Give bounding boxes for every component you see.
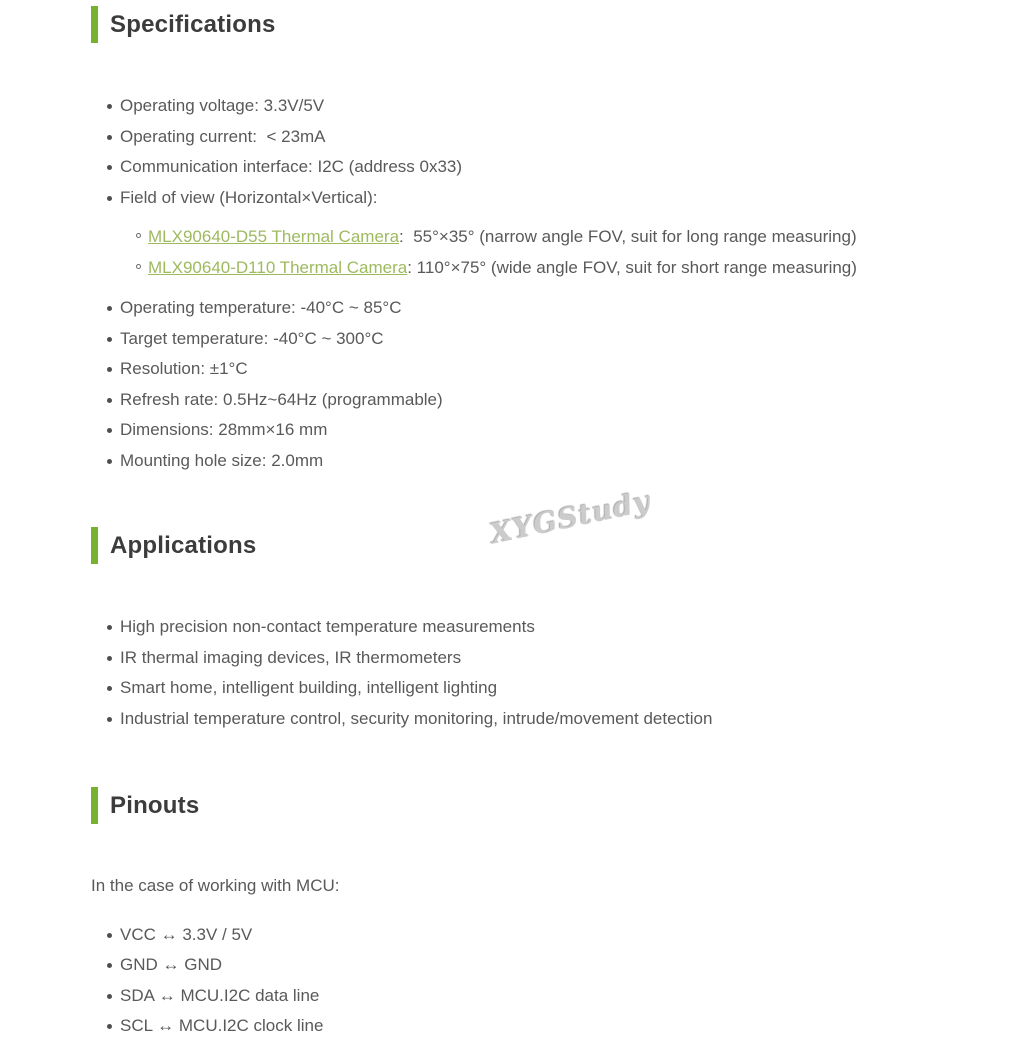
spec-item-label: Refresh rate: 0.5Hz~64Hz (programmable) bbox=[120, 389, 443, 409]
mlx90640-d110-link[interactable]: MLX90640-D110 Thermal Camera bbox=[148, 258, 408, 277]
pinouts-list bbox=[91, 920, 971, 1042]
spec-item-refresh-rate bbox=[91, 385, 971, 416]
application-item bbox=[91, 612, 971, 643]
specifications-title: Specifications bbox=[110, 11, 276, 38]
spec-item-resolution bbox=[91, 354, 971, 385]
spec-item-field-of-view bbox=[91, 183, 971, 214]
bullet-icon bbox=[107, 337, 112, 342]
spec-item-target-temperature bbox=[91, 324, 971, 355]
pinouts-title: Pinouts bbox=[110, 792, 200, 819]
bullet-icon bbox=[107, 196, 112, 201]
fov-option-d55 bbox=[91, 221, 971, 252]
bullet-icon bbox=[107, 459, 112, 464]
applications-list bbox=[91, 612, 971, 734]
pinout-item-label: SCL ↔ MCU.I2C clock line bbox=[120, 1016, 324, 1035]
bullet-icon bbox=[107, 398, 112, 403]
circle-bullet-icon bbox=[136, 233, 141, 238]
fov-options-list bbox=[91, 221, 971, 283]
bullet-icon bbox=[107, 625, 112, 630]
specifications-heading bbox=[91, 6, 971, 43]
bullet-icon bbox=[107, 367, 112, 372]
spec-item-label: Field of view (Horizontal×Vertical): bbox=[120, 187, 378, 207]
bullet-icon bbox=[107, 963, 112, 968]
pinouts-heading bbox=[91, 787, 971, 824]
application-item-label: Industrial temperature control, security monitoring, intrude/movement detection bbox=[120, 708, 713, 728]
pinout-item-label: GND ↔ GND bbox=[120, 955, 222, 974]
pinout-item-vcc bbox=[91, 920, 971, 951]
pinout-item-label: VCC ↔ 3.3V / 5V bbox=[120, 924, 253, 944]
spec-item-label: Communication interface: I2C (address 0x33) bbox=[120, 157, 463, 176]
spec-item-label: Mounting hole size: 2.0mm bbox=[120, 450, 324, 470]
application-item bbox=[91, 673, 971, 704]
fov-option-text: : 110°×75° (wide angle FOV, suit for short range measuring) bbox=[407, 258, 857, 277]
spec-item-mounting-hole bbox=[91, 446, 971, 477]
spec-item-label: Dimensions: 28mm×16 mm bbox=[120, 420, 328, 439]
spec-item-label: Operating temperature: -40°C ~ 85°C bbox=[120, 298, 402, 317]
spec-item-dimensions bbox=[91, 415, 971, 446]
applications-title: Applications bbox=[110, 532, 257, 559]
pinout-item-label: SDA ↔ MCU.I2C data line bbox=[120, 985, 320, 1005]
pinout-item-scl bbox=[91, 1011, 971, 1042]
bullet-icon bbox=[107, 717, 112, 722]
mlx90640-d55-link[interactable]: MLX90640-D55 Thermal Camera bbox=[148, 227, 400, 246]
circle-bullet-icon bbox=[136, 264, 141, 269]
spec-item-communication-interface bbox=[91, 152, 971, 183]
bullet-icon bbox=[107, 933, 112, 938]
bullet-icon bbox=[107, 656, 112, 661]
bullet-icon bbox=[107, 135, 112, 140]
application-item-label: IR thermal imaging devices, IR thermometers bbox=[120, 647, 462, 667]
specifications-list bbox=[91, 91, 971, 213]
xygstudy-watermark: XYGStudy bbox=[487, 484, 654, 551]
spec-item-label: Operating current: < 23mA bbox=[120, 126, 326, 146]
bullet-icon bbox=[107, 428, 112, 433]
applications-heading bbox=[91, 527, 971, 564]
application-item-label: High precision non-contact temperature measurements bbox=[120, 617, 535, 636]
spec-item-label: Operating voltage: 3.3V/5V bbox=[120, 96, 325, 115]
pinout-item-sda bbox=[91, 981, 971, 1012]
spec-item-operating-temperature bbox=[91, 293, 971, 324]
spec-item-operating-voltage bbox=[91, 91, 971, 122]
fov-option-d110 bbox=[91, 252, 971, 283]
spec-item-operating-current bbox=[91, 122, 971, 153]
bullet-icon bbox=[107, 165, 112, 170]
application-item bbox=[91, 643, 971, 674]
application-item bbox=[91, 704, 971, 735]
pinout-item-gnd bbox=[91, 950, 971, 981]
bullet-icon bbox=[107, 104, 112, 109]
fov-option-text: : 55°×35° (narrow angle FOV, suit for long range measuring) bbox=[399, 227, 857, 246]
spec-item-label: Target temperature: -40°C ~ 300°C bbox=[120, 328, 384, 348]
bullet-icon bbox=[107, 306, 112, 311]
spec-item-label: Resolution: ±1°C bbox=[120, 359, 248, 378]
pinouts-intro: In the case of working with MCU: bbox=[91, 876, 340, 895]
application-item-label: Smart home, intelligent building, intelligent lighting bbox=[120, 678, 498, 697]
bullet-icon bbox=[107, 1024, 112, 1029]
bullet-icon bbox=[107, 686, 112, 691]
specifications-list-continued bbox=[91, 293, 971, 476]
bullet-icon bbox=[107, 994, 112, 999]
page-content bbox=[91, 0, 971, 1042]
